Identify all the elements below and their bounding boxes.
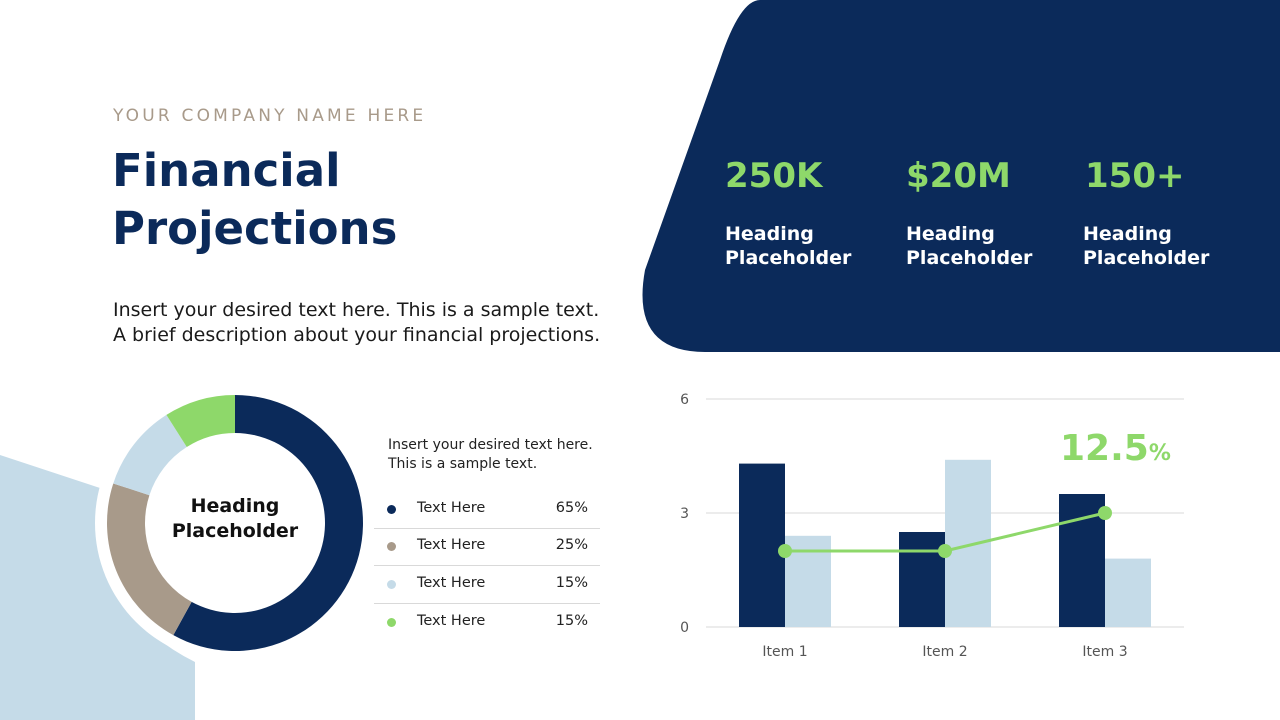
donut-center-line-2: Placeholder bbox=[171, 520, 299, 542]
stat-3-value: 150+ bbox=[1085, 156, 1185, 196]
legend-value: 15% bbox=[555, 575, 588, 591]
company-name: YOUR COMPANY NAME HERE bbox=[113, 106, 427, 126]
legend-label: Text Here bbox=[417, 500, 486, 516]
highlight-percent bbox=[1060, 428, 1171, 469]
description-line-1: Insert your desired text here. This is a sample text. bbox=[113, 299, 600, 321]
stat-1-heading-line-1: Heading bbox=[725, 223, 814, 245]
bar-series-2 bbox=[785, 536, 831, 627]
bar-series-2 bbox=[1105, 559, 1151, 627]
stat-2-heading-line-1: Heading bbox=[906, 223, 995, 245]
stat-2-value: $20M bbox=[906, 156, 1011, 196]
legend-label: Text Here bbox=[417, 575, 486, 591]
bar-series-1 bbox=[739, 464, 785, 627]
x-tick-label: Item 1 bbox=[762, 644, 808, 660]
legend-intro-line-1: Insert your desired text here. bbox=[388, 437, 593, 453]
stat-2-heading-line-2: Placeholder bbox=[906, 247, 1033, 269]
stat-1-heading-line-2: Placeholder bbox=[725, 247, 852, 269]
legend-value: 15% bbox=[555, 613, 588, 629]
highlight-value: 12.5 bbox=[1060, 428, 1149, 469]
legend-value: 65% bbox=[555, 500, 588, 516]
stat-3-heading-line-1: Heading bbox=[1083, 223, 1172, 245]
legend-label: Text Here bbox=[417, 537, 486, 553]
line-point bbox=[938, 544, 952, 558]
highlight-unit: % bbox=[1148, 441, 1171, 466]
page-title: Financial Projections bbox=[112, 144, 398, 255]
bar-series-1 bbox=[899, 532, 945, 627]
x-tick-label: Item 3 bbox=[1082, 644, 1128, 660]
legend-intro-line-2: This is a sample text. bbox=[388, 456, 538, 472]
legend-label: Text Here bbox=[417, 613, 486, 629]
y-tick-label: 3 bbox=[680, 506, 689, 522]
line-point bbox=[1098, 506, 1112, 520]
stat-1-value: 250K bbox=[725, 156, 823, 196]
x-tick-label: Item 2 bbox=[922, 644, 968, 660]
bar-series-2 bbox=[945, 460, 991, 627]
legend-value: 25% bbox=[555, 537, 588, 553]
stat-3-heading-line-2: Placeholder bbox=[1083, 247, 1210, 269]
y-tick-label: 0 bbox=[680, 620, 689, 636]
description-line-2: A brief description about your financial projections. bbox=[113, 324, 601, 346]
y-tick-label: 6 bbox=[680, 392, 689, 408]
donut-center-line-1: Heading bbox=[190, 495, 280, 517]
line-point bbox=[778, 544, 792, 558]
